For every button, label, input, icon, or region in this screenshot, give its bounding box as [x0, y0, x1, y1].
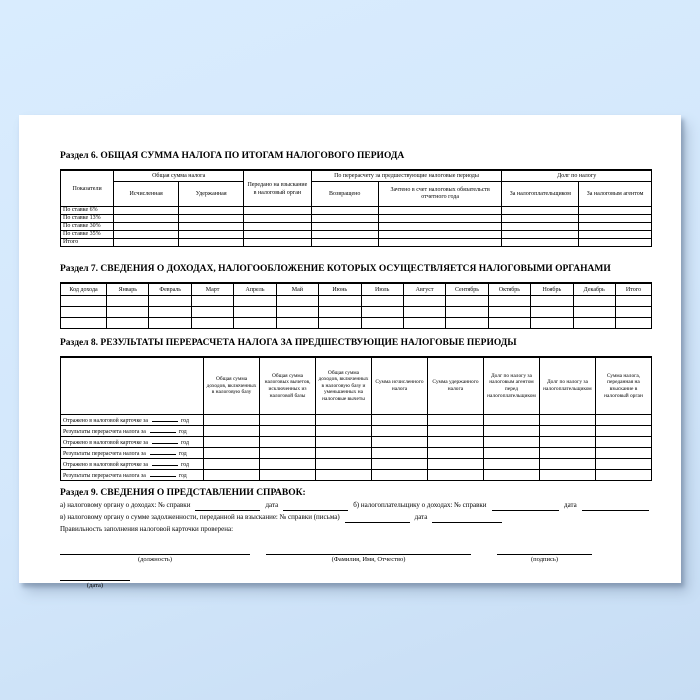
date-blank: [60, 571, 130, 581]
empty-cell: [311, 239, 378, 247]
empty-cell: [371, 448, 427, 459]
table-row-reflected: [61, 437, 652, 448]
empty-cell: [260, 448, 316, 459]
empty-cell: [319, 296, 361, 307]
col-header-returned: Возвращено: [311, 182, 378, 207]
row-label-text: Отражено в налоговой карточке за: [63, 440, 148, 446]
empty-cell: [502, 231, 579, 239]
table-row: [61, 307, 652, 318]
empty-cell: [191, 307, 233, 318]
empty-cell: [488, 318, 530, 329]
empty-cell: [204, 415, 260, 426]
signature-date-block: [60, 571, 130, 590]
empty-cell: [114, 215, 179, 223]
empty-cell: [403, 296, 445, 307]
empty-cell: [316, 459, 372, 470]
empty-cell: [502, 215, 579, 223]
empty-cell: [531, 307, 573, 318]
col-header-empty: [61, 357, 204, 415]
signature-caption: (подпись): [531, 556, 558, 563]
verification-label: Правильность заполнения налоговой карточки проверена:: [60, 525, 234, 533]
col-header-tax-withheld: Сумма удержанного налога: [427, 357, 483, 415]
empty-cell: [539, 437, 595, 448]
empty-cell: [579, 223, 652, 231]
empty-cell: [502, 239, 579, 247]
empty-cell: [276, 318, 318, 329]
year-suffix: год: [181, 440, 189, 446]
empty-cell: [316, 426, 372, 437]
table-row-rate-35: [61, 231, 652, 239]
empty-cell: [316, 415, 372, 426]
empty-cell: [244, 207, 311, 215]
certificate-number-blank: [345, 514, 410, 523]
empty-cell: [615, 318, 651, 329]
year-suffix: год: [178, 451, 187, 457]
empty-cell: [234, 296, 276, 307]
empty-cell: [61, 307, 107, 318]
certificate-line-a: [60, 500, 652, 511]
table-row-recalc: [61, 448, 652, 459]
empty-cell: [488, 296, 530, 307]
col-header-march: Март: [191, 283, 233, 296]
empty-cell: [204, 448, 260, 459]
empty-cell: [61, 318, 107, 329]
signature-name-block: [266, 545, 471, 564]
certificate-a-group: [60, 500, 353, 511]
row-label: [61, 426, 204, 437]
empty-cell: [204, 426, 260, 437]
empty-cell: [260, 459, 316, 470]
section6-table: [60, 169, 652, 247]
empty-cell: [483, 415, 539, 426]
empty-cell: [311, 223, 378, 231]
empty-cell: [446, 307, 488, 318]
empty-cell: [378, 231, 502, 239]
empty-cell: [595, 448, 651, 459]
empty-cell: [316, 437, 372, 448]
empty-cell: [244, 215, 311, 223]
empty-cell: [615, 296, 651, 307]
empty-cell: [204, 459, 260, 470]
year-blank: [152, 415, 178, 422]
col-header-november: Ноябрь: [531, 283, 573, 296]
section8-title: Раздел 8. РЕЗУЛЬТАТЫ ПЕРЕРАСЧЕТА НАЛОГА ЗА ПРЕДШЕСТВУЮЩИЕ НАЛОГОВЫЕ ПЕРИОДЫ: [60, 338, 517, 348]
empty-cell: [378, 207, 502, 215]
row-label: [61, 448, 204, 459]
col-header-deductions-excluded: Общая сумма налоговых вычетов, исключенных из налоговой базы: [260, 357, 316, 415]
col-header-february: Февраль: [149, 283, 191, 296]
name-caption: (Фамилия, Имя, Отчество): [331, 556, 406, 563]
signature-row: [60, 545, 652, 564]
col-header-october: Октябрь: [488, 283, 530, 296]
line-b-label: б) налогоплательщику о доходах: № справки: [353, 501, 487, 509]
col-header-debt-taxpayer: За налогоплательщиком: [502, 182, 579, 207]
empty-cell: [260, 415, 316, 426]
empty-cell: [403, 318, 445, 329]
empty-cell: [371, 426, 427, 437]
certificate-number-blank: [195, 502, 260, 511]
date-label: дата: [265, 501, 279, 509]
empty-cell: [502, 223, 579, 231]
col-header-recalc-group: По перерасчету за предшествующие налоговые периоды: [311, 170, 502, 182]
empty-cell: [114, 239, 179, 247]
line-v-label: в) налоговому органу о сумме задолженности, переданной на взыскание: № справки (письма): [60, 513, 340, 521]
col-header-indicators: Показатели: [61, 170, 114, 207]
empty-cell: [378, 215, 502, 223]
empty-cell: [371, 470, 427, 481]
col-header-debt-taxpayer: Долг по налогу за налогоплательщиком: [539, 357, 595, 415]
empty-cell: [311, 215, 378, 223]
empty-cell: [319, 307, 361, 318]
empty-cell: [502, 207, 579, 215]
table-row: [61, 182, 652, 207]
empty-cell: [234, 307, 276, 318]
empty-cell: [573, 296, 615, 307]
empty-cell: [316, 448, 372, 459]
year-suffix: год: [181, 418, 189, 424]
empty-cell: [244, 223, 311, 231]
empty-cell: [191, 318, 233, 329]
empty-cell: [378, 239, 502, 247]
empty-cell: [579, 215, 652, 223]
year-blank: [152, 459, 178, 466]
empty-cell: [483, 426, 539, 437]
empty-cell: [371, 459, 427, 470]
certificate-b-group: [353, 500, 654, 511]
empty-cell: [149, 307, 191, 318]
col-header-april: Апрель: [234, 283, 276, 296]
empty-cell: [61, 296, 107, 307]
section8-table: [60, 356, 652, 481]
table-row-rate-6: [61, 207, 652, 215]
empty-cell: [595, 459, 651, 470]
year-suffix: год: [178, 473, 187, 479]
empty-cell: [427, 448, 483, 459]
empty-cell: [234, 318, 276, 329]
row-label: [61, 437, 204, 448]
date-caption: (дата): [86, 582, 104, 589]
col-header-debt-agent: За налоговым агентом: [579, 182, 652, 207]
name-blank: [266, 545, 471, 555]
empty-cell: [316, 470, 372, 481]
empty-cell: [260, 470, 316, 481]
empty-cell: [371, 415, 427, 426]
line-a-label: а) налоговому органу о доходах: № справки: [60, 501, 191, 509]
empty-cell: [244, 239, 311, 247]
col-header-debt-group: Долг по налогу: [502, 170, 652, 182]
col-header-december: Декабрь: [573, 283, 615, 296]
empty-cell: [595, 470, 651, 481]
table-row-rate-30: [61, 223, 652, 231]
col-header-total-tax: Общая сумма налога: [114, 170, 244, 182]
signature-sign-block: [497, 545, 592, 564]
row-label-text: Результаты перерасчета налога за: [63, 473, 146, 479]
empty-cell: [311, 231, 378, 239]
empty-cell: [539, 415, 595, 426]
empty-cell: [573, 307, 615, 318]
year-blank: [150, 448, 176, 455]
empty-cell: [191, 296, 233, 307]
col-header-january: Январь: [107, 283, 149, 296]
year-blank: [152, 437, 178, 444]
section6-title: Раздел 6. ОБЩАЯ СУММА НАЛОГА ПО ИТОГАМ НАЛОГОВОГО ПЕРИОДА: [60, 151, 405, 161]
empty-cell: [403, 307, 445, 318]
empty-cell: [114, 223, 179, 231]
empty-cell: [427, 470, 483, 481]
empty-cell: [539, 470, 595, 481]
col-header-debt-agent-to-taxpayer: Долг по налогу за налоговым агентом перед налогоплательщиком: [483, 357, 539, 415]
empty-cell: [483, 459, 539, 470]
empty-cell: [179, 223, 244, 231]
table-row-rate-13: [61, 215, 652, 223]
table-row-recalc: [61, 470, 652, 481]
empty-cell: [483, 470, 539, 481]
empty-cell: [204, 470, 260, 481]
table-row: [61, 170, 652, 182]
col-header-july: Июль: [361, 283, 403, 296]
date-label: дата: [564, 501, 577, 509]
empty-cell: [149, 296, 191, 307]
date-blank: [283, 502, 348, 511]
empty-cell: [573, 318, 615, 329]
year-blank: [150, 470, 176, 477]
col-header-august: Август: [403, 283, 445, 296]
row-label-text: Результаты перерасчета налога за: [63, 451, 146, 457]
verification-line: [60, 524, 652, 535]
table-header-row: [61, 357, 652, 415]
table-row-total: [61, 239, 652, 247]
empty-cell: [107, 296, 149, 307]
section7-table: [60, 282, 652, 329]
empty-cell: [361, 307, 403, 318]
table-row: [61, 318, 652, 329]
empty-cell: [446, 296, 488, 307]
empty-cell: [244, 231, 311, 239]
empty-cell: [539, 426, 595, 437]
col-header-income-code: Код дохода: [61, 283, 107, 296]
row-label-text: Отражено в налоговой карточке за: [63, 418, 148, 424]
empty-cell: [179, 231, 244, 239]
certificate-number-blank: [492, 502, 560, 511]
empty-cell: [114, 207, 179, 215]
empty-cell: [361, 318, 403, 329]
empty-cell: [579, 239, 652, 247]
row-label: По ставке 13%: [61, 215, 114, 223]
table-row-recalc: [61, 426, 652, 437]
empty-cell: [539, 459, 595, 470]
empty-cell: [427, 415, 483, 426]
empty-cell: [204, 437, 260, 448]
row-label: По ставке 35%: [61, 231, 114, 239]
table-row-reflected: [61, 415, 652, 426]
row-label: По ставке 6%: [61, 207, 114, 215]
empty-cell: [107, 318, 149, 329]
col-header-june: Июнь: [319, 283, 361, 296]
empty-cell: [149, 318, 191, 329]
empty-cell: [107, 307, 149, 318]
empty-cell: [427, 426, 483, 437]
col-header-income-in-base: Общая сумма доходов, включенных в налоговую базу: [204, 357, 260, 415]
empty-cell: [276, 296, 318, 307]
empty-cell: [179, 239, 244, 247]
row-label: По ставке 30%: [61, 223, 114, 231]
row-label-text: Результаты перерасчета налога за: [63, 429, 146, 435]
empty-cell: [427, 437, 483, 448]
col-header-transferred: Передано на взыскание в налоговый орган: [244, 170, 311, 207]
empty-cell: [260, 426, 316, 437]
table-header-row: [61, 283, 652, 296]
empty-cell: [539, 448, 595, 459]
empty-cell: [579, 207, 652, 215]
col-header-september: Сентябрь: [446, 283, 488, 296]
col-header-calculated: Исчисленная: [114, 182, 179, 207]
position-caption: (должность): [137, 556, 173, 563]
empty-cell: [114, 231, 179, 239]
empty-cell: [179, 207, 244, 215]
empty-cell: [276, 307, 318, 318]
empty-cell: [531, 318, 573, 329]
col-header-total: Итого: [615, 283, 651, 296]
table-row: [61, 296, 652, 307]
certificate-line-v: [60, 512, 652, 523]
empty-cell: [531, 296, 573, 307]
empty-cell: [371, 437, 427, 448]
col-header-income-reduced: Общая сумма доходов, включенных в налоговую базу и уменьшенных на налоговые вычеты: [316, 357, 372, 415]
empty-cell: [595, 415, 651, 426]
col-header-credited: Зачтено в счет налоговых обязательств отчетного года: [378, 182, 502, 207]
empty-cell: [260, 437, 316, 448]
empty-cell: [319, 318, 361, 329]
form-page: [19, 115, 681, 589]
empty-cell: [579, 231, 652, 239]
date-blank: [432, 514, 502, 523]
empty-cell: [361, 296, 403, 307]
row-label: [61, 470, 204, 481]
section7-title: Раздел 7. СВЕДЕНИЯ О ДОХОДАХ, НАЛОГООБЛОЖЕНИЕ КОТОРЫХ ОСУЩЕСТВЛЯЕТСЯ НАЛОГОВЫМИ ОРГАНАМИ: [60, 264, 611, 274]
empty-cell: [378, 223, 502, 231]
col-header-may: Май: [276, 283, 318, 296]
table-row-reflected: [61, 459, 652, 470]
col-header-tax-calculated: Сумма исчисленного налога: [371, 357, 427, 415]
empty-cell: [427, 459, 483, 470]
empty-cell: [595, 437, 651, 448]
row-label: [61, 459, 204, 470]
signature-position-block: [60, 545, 250, 564]
empty-cell: [483, 437, 539, 448]
date-label: дата: [414, 513, 428, 521]
position-blank: [60, 545, 250, 555]
col-header-tax-transferred: Сумма налога, переданная на взыскание в налоговый орган: [595, 357, 651, 415]
col-header-withheld: Удержанная: [179, 182, 244, 207]
empty-cell: [488, 307, 530, 318]
year-suffix: год: [181, 462, 189, 468]
signature-blank: [497, 545, 592, 555]
empty-cell: [311, 207, 378, 215]
form-content: [60, 151, 652, 590]
empty-cell: [595, 426, 651, 437]
row-label: [61, 415, 204, 426]
empty-cell: [179, 215, 244, 223]
year-blank: [150, 426, 176, 433]
empty-cell: [483, 448, 539, 459]
year-suffix: год: [178, 429, 187, 435]
row-label: Итого: [61, 239, 114, 247]
date-blank: [582, 502, 650, 511]
row-label-text: Отражено в налоговой карточке за: [63, 462, 148, 468]
section9-title: Раздел 9. СВЕДЕНИЯ О ПРЕДСТАВЛЕНИИ СПРАВОК:: [60, 488, 306, 498]
empty-cell: [446, 318, 488, 329]
empty-cell: [615, 307, 651, 318]
